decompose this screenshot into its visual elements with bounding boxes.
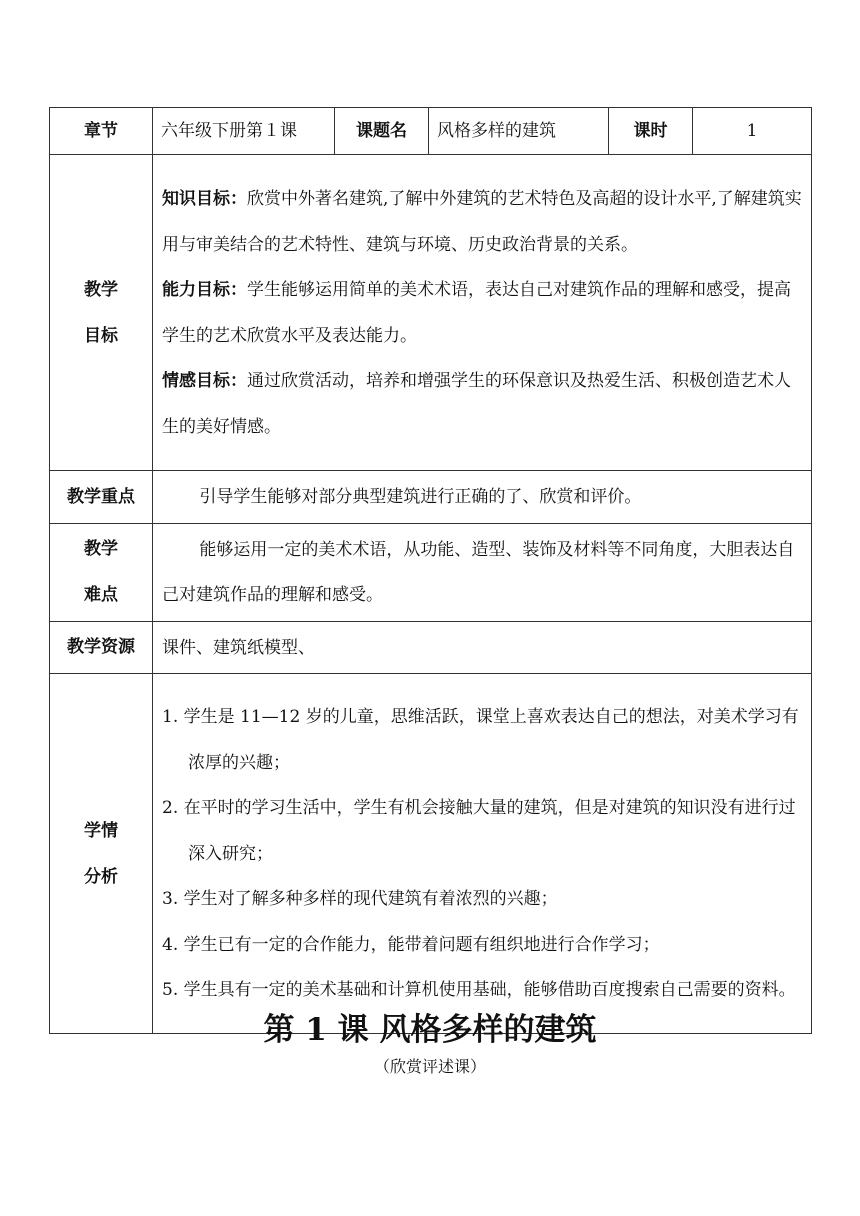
difficulties-label: 教学 难点 [50, 523, 153, 621]
ability-objective-title: 能力目标： [162, 280, 247, 300]
list-item: 1. 学生是 11—12 岁的儿童，思维活跃，课堂上喜欢表达自己的想法，对美术学习有浓厚的兴趣； [162, 707, 799, 773]
list-item: 4. 学生已有一定的合作能力，能带着问题有组织地进行合作学习； [162, 934, 660, 955]
emotion-objective [162, 359, 803, 450]
lesson-subtitle: （欣赏评述课） [373, 1057, 486, 1076]
lesson-plan-table [49, 107, 812, 1034]
chapter-label: 章节 [50, 108, 153, 155]
ability-objective [162, 268, 803, 359]
list-item: 5. 学生具有一定的美术基础和计算机使用基础，能够借助百度搜索自己需要的资料。 [162, 980, 796, 1001]
resources-row [50, 621, 812, 674]
chapter-value: 六年级下册第１课 [153, 108, 335, 155]
emotion-objective-title: 情感目标： [162, 371, 247, 391]
key-points-label: 教学重点 [50, 471, 153, 524]
topic-label: 课题名 [335, 108, 429, 155]
objectives-label: 教学 目标 [50, 155, 153, 471]
analysis-row [50, 674, 812, 1034]
key-points-text: 引导学生能够对部分典型建筑进行正确的了、欣赏和评价。 [153, 471, 812, 524]
objectives-content [153, 155, 812, 471]
period-label: 课时 [609, 108, 693, 155]
difficulties-row [50, 523, 812, 621]
emotion-objective-text: 通过欣赏活动，培养和增强学生的环保意识及热爱生活、积极创造艺术人生的美好情感。 [162, 371, 791, 437]
knowledge-objective-text: 欣赏中外著名建筑,了解中外建筑的艺术特色及高超的设计水平,了解建筑实用与审美结合的艺术特性、建筑与环境、历史政治背景的关系。 [162, 189, 802, 255]
lesson-title: 第 1 课 风格多样的建筑 [263, 1012, 597, 1048]
resources-label: 教学资源 [50, 621, 153, 674]
period-value: 1 [693, 108, 812, 155]
ability-objective-text: 学生能够运用简单的美术术语，表达自己对建筑作品的理解和感受，提高学生的艺术欣赏水平及表达能力。 [162, 280, 791, 346]
topic-value: 风格多样的建筑 [429, 108, 609, 155]
list-item: 3. 学生对了解多种多样的现代建筑有着浓烈的兴趣； [162, 889, 558, 910]
header-row [50, 108, 812, 155]
difficulties-text: 能够运用一定的美术术语，从功能、造型、装饰及材料等不同角度，大胆表达自己对建筑作品的理解和感受。 [153, 523, 812, 621]
key-points-row [50, 471, 812, 524]
knowledge-objective-title: 知识目标： [162, 189, 247, 209]
analysis-list [162, 695, 803, 1014]
knowledge-objective [162, 177, 803, 268]
objectives-row [50, 155, 812, 471]
resources-text: 课件、建筑纸模型、 [153, 621, 812, 674]
list-item: 2. 在平时的学习生活中，学生有机会接触大量的建筑，但是对建筑的知识没有进行过深入研究； [162, 798, 796, 864]
analysis-label: 学情 分析 [50, 674, 153, 1034]
analysis-content [153, 674, 812, 1034]
